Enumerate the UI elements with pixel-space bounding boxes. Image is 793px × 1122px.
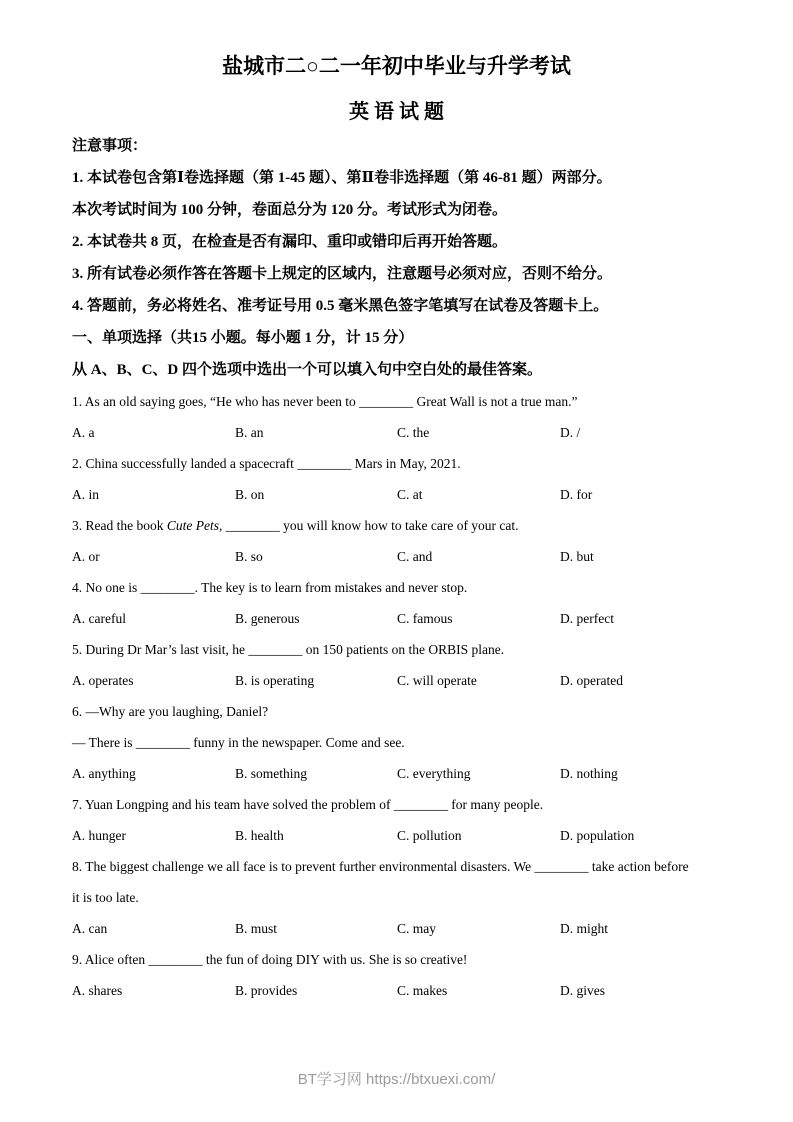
options-row (72, 820, 721, 851)
question-line: 6. —Why are you laughing, Daniel? (72, 704, 269, 719)
question-line: 1. As an old saying goes, “He who has never been to ________ Great Wall is not a true man.” (72, 394, 578, 409)
options-row (72, 758, 721, 789)
option: C. everything (397, 766, 471, 781)
option: B. is operating (235, 673, 315, 688)
question-block (72, 572, 721, 634)
option: C. pollution (397, 828, 462, 843)
question-block (72, 789, 721, 851)
option: C. makes (397, 983, 448, 998)
page-title: 盐城市二○二一年初中毕业与升学考试 (222, 54, 571, 78)
notice-line: 2. 本试卷共 8 页，在检查是否有漏印、重印或错印后再开始答题。 (72, 234, 508, 250)
notice-line: 3. 所有试卷必须作答在答题卡上规定的区域内，注意题号必须对应，否则不给分。 (72, 266, 613, 282)
option: A. careful (72, 611, 126, 626)
option: B. an (235, 425, 264, 440)
options-row (72, 417, 721, 448)
question-text: , ________ you will know how to take care of your cat. (218, 518, 519, 533)
option: D. population (560, 828, 635, 843)
option: A. or (72, 549, 100, 564)
question-block (72, 696, 721, 789)
page-subtitle: 英 语 试 题 (349, 101, 444, 123)
options-row (72, 603, 721, 634)
options-row (72, 665, 721, 696)
option: C. at (397, 487, 423, 502)
notices-section (72, 130, 721, 322)
question-line: 7. Yuan Longping and his team have solved the problem of ________ for many people. (72, 797, 544, 812)
option: A. anything (72, 766, 136, 781)
option: B. on (235, 487, 265, 502)
question-line: it is too late. (72, 890, 139, 905)
option: C. and (397, 549, 433, 564)
question-block (72, 510, 721, 572)
option: D. but (560, 549, 594, 564)
question-line: 8. The biggest challenge we all face is to prevent further environmental disasters. We ________ take action before (72, 859, 689, 874)
notice-line: 4. 答题前，务必将姓名、准考证号用 0.5 毫米黑色签字笔填写在试卷及答题卡上。 (72, 298, 609, 314)
question-block (72, 944, 721, 1006)
option: D. perfect (560, 611, 614, 626)
option: B. must (235, 921, 278, 936)
question-block (72, 448, 721, 510)
option: B. health (235, 828, 284, 843)
options-row (72, 975, 721, 1006)
options-row (72, 913, 721, 944)
option: B. generous (235, 611, 300, 626)
option: B. something (235, 766, 308, 781)
notices-heading: 注意事项： (72, 138, 148, 154)
question-line: 5. During Dr Mar’s last visit, he ________ on 150 patients on the ORBIS plane. (72, 642, 505, 657)
option: A. hunger (72, 828, 126, 843)
notices-list (72, 162, 721, 322)
watermark: BT学习网 https://btxuexi.com/ (297, 1071, 496, 1088)
section-heading: 一、单项选择（共15 小题。每小题 1 分，计 15 分） (72, 330, 414, 346)
book-title: Cute Pets (166, 518, 219, 533)
option: C. may (397, 921, 436, 936)
option: A. operates (72, 673, 134, 688)
option: C. the (397, 425, 430, 440)
option: B. provides (235, 983, 298, 998)
options-row (72, 479, 721, 510)
option: C. will operate (397, 673, 477, 688)
notice-line: 本次考试时间为 100 分钟，卷面总分为 120 分。考试形式为闭卷。 (72, 202, 508, 218)
question-line: 2. China successfully landed a spacecraft ________ Mars in May, 2021. (72, 456, 461, 471)
option: A. shares (72, 983, 123, 998)
question-line (72, 510, 721, 541)
notice-line: 1. 本试卷包含第Ⅰ卷选择题（第 1-45 题）、第Ⅱ卷非选择题（第 46-81 题）两部分。 (72, 170, 612, 186)
question-line: 9. Alice often ________ the fun of doing DIY with us. She is so creative! (72, 952, 468, 967)
option: D. for (560, 487, 593, 502)
option: A. in (72, 487, 99, 502)
option: D. nothing (560, 766, 618, 781)
question-block (72, 634, 721, 696)
option: A. a (72, 425, 95, 440)
question-text: 3. Read the book (72, 518, 167, 533)
question-block (72, 851, 721, 944)
options-row (72, 541, 721, 572)
option: D. gives (560, 983, 605, 998)
option: C. famous (397, 611, 453, 626)
option: D. / (560, 425, 581, 440)
question-line: — There is ________ funny in the newspaper. Come and see. (72, 735, 405, 750)
option: A. can (72, 921, 108, 936)
option: B. so (235, 549, 263, 564)
option: D. operated (560, 673, 623, 688)
questions-list (72, 386, 721, 1006)
section-instruction: 从 A、B、C、D 四个选项中选出一个可以填入句中空白处的最佳答案。 (72, 362, 543, 378)
question-line: 4. No one is ________. The key is to learn from mistakes and never stop. (72, 580, 468, 595)
question-block (72, 386, 721, 448)
option: D. might (560, 921, 609, 936)
